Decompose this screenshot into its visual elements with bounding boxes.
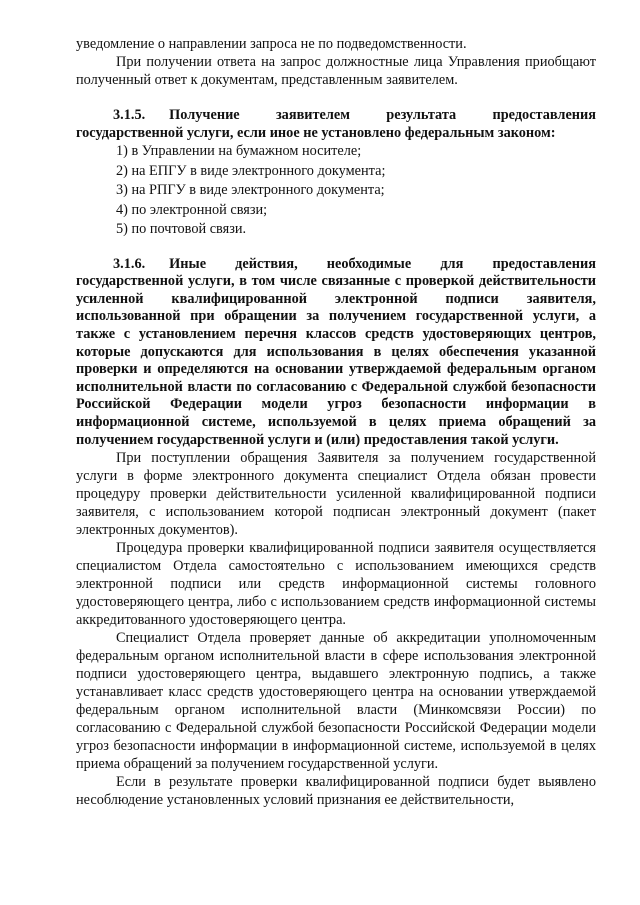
paragraph-check-procedure: Процедура проверки квалифицированной подписи заявителя осуществляется специалистом Отдела самостоятельно с использованием имеющихся средств электронной подписи или средств информационной системы головного удостоверяющего центра, либо с использованием средств информационной системы аккредитованного удостоверяющего центра. (76, 540, 596, 629)
section-3-1-6-number: 3.1.6. (113, 255, 146, 272)
paragraph-response-received: При получении ответа на запрос должностные лица Управления приобщают полученный ответ к документам, представленным заявителем. (76, 54, 596, 88)
paragraph-accreditation-check: Специалист Отдела проверяет данные об аккредитации уполномоченным федеральным органом исполнительной власти в сфере использования электронной подписи удостоверяющего центра, выдавшего электронную подпись, а также устанавливает класс средств удостоверяющего центра на основании утверждаемой федеральным органом исполнительной власти (Минкомсвязи России) по согласованию с Федеральной службой безопасности Российской Федерации модели угроз безопасности информации в информационной системе, используемой в целях приема обращений за получением государственной услуги. (76, 630, 596, 773)
list-item: 1) в Управлении на бумажном носителе; (116, 143, 362, 160)
paragraph-signature-check-obligation: При поступлении обращения Заявителя за получением государственной услуги в форме электронного документа специалист Отдела обязан провести процедуру проверки действительности усиленной квалифицированной подписи заявителя, с использованием которой подписан электронный документ (пакет электронных документов). (76, 450, 596, 539)
paragraph-invalid-signature: Если в результате проверки квалифицированной подписи будет выявлено несоблюдение установленных условий признания ее действительности, (76, 774, 596, 809)
top-text-fragment: уведомление о направлении запроса не по подведомственности. (76, 36, 467, 52)
result-delivery-list (76, 142, 596, 240)
list-item: 5) по почтовой связи. (116, 221, 247, 238)
section-3-1-6-heading (76, 256, 596, 450)
section-3-1-5-number: 3.1.5. (113, 107, 146, 123)
list-item: 2) на ЕПГУ в виде электронного документа; (116, 162, 386, 179)
list-item: 4) по электронной связи; (116, 201, 268, 218)
section-3-1-6-title: Иные действия, необходимые для предоставления государственной услуги, в том числе связанные с проверкой действительности усиленной квалифицированной электронной подписи заявителя, использованной при обращении за получением государственной услуги, а также с установлением перечня классов средств удостоверяющих центров, которые допускаются для использования в целях обеспечения указанной проверки и определяются на основании утверждаемой федеральным органом исполнительной власти по согласованию с Федеральной службой безопасности Российской Федерации модели угроз безопасности информации в информационной системе, используемой в целях приема обращений за получением государственной услуги и (или) предоставления такой услуги. (76, 255, 596, 448)
section-3-1-5-heading (76, 107, 596, 142)
section-3-1-5-title: Получение заявителем результата предоставления государственной услуги, если иное не установлено федеральным законом: (76, 107, 596, 141)
list-item: 3) на РПГУ в виде электронного документа; (116, 182, 385, 199)
document-page (76, 35, 596, 809)
